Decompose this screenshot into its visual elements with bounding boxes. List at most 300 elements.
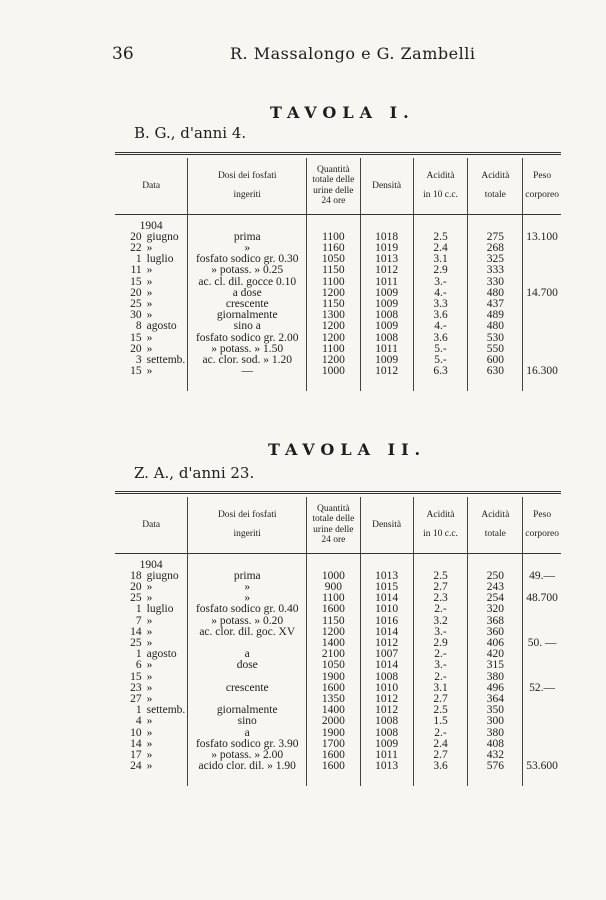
year-row [115,214,561,232]
cell-acid10: 3.6 [413,761,468,772]
empty-cell [468,772,523,786]
cell-month: » [146,592,153,605]
cell-acid10: 2.- [413,672,468,683]
cell-densita: 1008 [360,310,413,321]
cell-acid10: 4.- [413,288,468,299]
cell-acidtot: 275 [468,232,523,243]
cell-quantita: 1900 [307,672,360,683]
cell-acidtot: 576 [468,761,523,772]
cell-dose: sino [188,716,307,727]
cell-day: 15 [130,275,142,288]
cell-day: 14 [130,737,142,750]
cell-dose: giornalmente [188,310,307,321]
cell-month: agosto [146,648,177,661]
cell-day: 25 [130,297,142,310]
empty-cell [188,214,307,232]
table-row [115,265,561,276]
cell-month: » [146,748,153,761]
cell-month: agosto [146,320,177,333]
cell-densita: 1012 [360,638,413,649]
cell-acidtot: 268 [468,243,523,254]
cell-month: giugno [146,569,179,582]
cell-quantita: 1350 [307,694,360,705]
cell-acid10: 2.7 [413,750,468,761]
cell-acid10: 2.7 [413,694,468,705]
cell-densita: 1016 [360,616,413,627]
cell-peso [523,705,561,716]
header-quantita: Quantità totale delle urine delle 24 ore [307,158,360,214]
cell-acidtot: 600 [468,355,523,366]
cell-acidtot: 496 [468,683,523,694]
cell-peso: 16.300 [523,366,561,377]
cell-acid10: 3.- [413,277,468,288]
cell-peso [523,321,561,332]
cell-day: 27 [130,692,142,705]
cell-dose: fosfato sodico gr. 3.90 [188,739,307,750]
cell-quantita: 900 [307,582,360,593]
cell-dose: fosfato sodico gr. 0.30 [188,254,307,265]
empty-cell [468,377,523,391]
cell-day: 20 [130,580,142,593]
cell-dose: » potass. » 2.00 [188,750,307,761]
cell-densita: 1012 [360,366,413,377]
cell-day: 17 [130,748,142,761]
empty-cell [188,377,307,391]
cell-month: settemb. [146,704,186,717]
cell-densita: 1008 [360,728,413,739]
year-cell: 1904 [139,219,163,232]
cell-acidtot: 325 [468,254,523,265]
cell-peso [523,716,561,727]
header-peso: Peso corporeo [523,497,561,553]
cell-acidtot: 254 [468,593,523,604]
cell-month: » [146,737,153,750]
cell-peso [523,333,561,344]
cell-peso [523,604,561,615]
cell-month: giugno [146,230,179,243]
cell-dose: ac. cl. dil. gocce 0.10 [188,277,307,288]
cell-quantita: 1050 [307,254,360,265]
cell-densita: 1009 [360,321,413,332]
empty-cell [307,377,360,391]
cell-densita: 1014 [360,593,413,604]
empty-cell [360,214,413,232]
cell-day: 15 [130,365,142,378]
cell-day: 10 [130,726,142,739]
cell-peso [523,344,561,355]
empty-cell [188,772,307,786]
cell-dose: » [188,243,307,254]
cell-densita: 1008 [360,333,413,344]
cell-densita: 1014 [360,660,413,671]
cell-quantita: 1200 [307,355,360,366]
cell-acid10: 2.3 [413,593,468,604]
cell-month: » [146,659,153,672]
table-row [115,604,561,615]
cell-quantita: 1200 [307,333,360,344]
cell-day: 30 [130,309,142,322]
empty-cell [523,553,561,571]
table-2-top-rule [115,491,561,494]
header-data: Data [115,497,188,553]
cell-dose: prima [188,232,307,243]
cell-quantita: 1200 [307,321,360,332]
cell-acidtot: 432 [468,750,523,761]
cell-densita: 1009 [360,288,413,299]
cell-densita: 1008 [360,716,413,727]
empty-cell [115,377,188,391]
empty-cell [413,377,468,391]
cell-acid10: 2.- [413,728,468,739]
cell-acid10: 3.2 [413,616,468,627]
cell-dose: fosfato sodico gr. 2.00 [188,333,307,344]
cell-acid10: 2.- [413,604,468,615]
cell-day: 15 [130,331,142,344]
cell-acidtot: 489 [468,310,523,321]
cell-acid10: 2.4 [413,739,468,750]
cell-peso [523,660,561,671]
cell-densita: 1009 [360,739,413,750]
cell-quantita: 1600 [307,683,360,694]
cell-month: » [146,241,153,254]
cell-densita: 1007 [360,649,413,660]
cell-densita: 1013 [360,254,413,265]
cell-peso [523,310,561,321]
year-cell: 1904 [139,558,163,571]
cell-month: » [146,715,153,728]
cell-quantita: 1300 [307,310,360,321]
cell-peso [523,694,561,705]
cell-densita: 1010 [360,604,413,615]
spacer-row [115,772,561,786]
cell-acid10: 2.9 [413,265,468,276]
table-2-title: TAVOLA II. [268,440,427,459]
cell-acid10: 3.1 [413,254,468,265]
cell-densita: 1009 [360,299,413,310]
cell-month: » [146,275,153,288]
cell-acid10: 5.- [413,355,468,366]
cell-quantita: 1000 [307,571,360,582]
cell-dose: giornalmente [188,705,307,716]
cell-dose: fosfato sodico gr. 0.40 [188,604,307,615]
cell-day: 20 [130,342,142,355]
cell-day: 3 [135,353,142,366]
cell-acid10: 3.1 [413,683,468,694]
cell-month: » [146,264,153,277]
cell-acidtot: 630 [468,366,523,377]
cell-day: 20 [130,230,142,243]
cell-acidtot: 408 [468,739,523,750]
cell-month: » [146,286,153,299]
header-acidita-totale: Acidità totale [468,497,523,553]
cell-densita: 1014 [360,627,413,638]
cell-month: » [146,331,153,344]
cell-densita: 1012 [360,694,413,705]
cell-dose: » potass. » 0.20 [188,616,307,627]
cell-day: 1 [135,253,142,266]
cell-acid10: 2.7 [413,582,468,593]
cell-acidtot: 368 [468,616,523,627]
table-2-body [115,553,561,786]
cell-peso [523,728,561,739]
cell-day: 24 [130,760,142,773]
cell-acidtot: 330 [468,277,523,288]
cell-acid10: 3.- [413,627,468,638]
cell-quantita: 1000 [307,366,360,377]
cell-densita: 1012 [360,705,413,716]
cell-month: » [146,636,153,649]
cell-peso: 13.100 [523,232,561,243]
cell-dose: » [188,593,307,604]
cell-day: 23 [130,681,142,694]
cell-month: » [146,580,153,593]
cell-acidtot: 420 [468,649,523,660]
cell-dose: prima [188,571,307,582]
cell-acid10: 2.4 [413,243,468,254]
cell-dose: — [188,366,307,377]
cell-day: 1 [135,603,142,616]
cell-day: 18 [130,569,142,582]
cell-month: » [146,692,153,705]
cell-peso [523,254,561,265]
cell-peso [523,243,561,254]
cell-acid10: 4.- [413,321,468,332]
cell-day: 22 [130,241,142,254]
cell-acidtot: 550 [468,344,523,355]
cell-acidtot: 480 [468,321,523,332]
year-row [115,553,561,571]
cell-dose: » [188,582,307,593]
empty-cell [413,553,468,571]
cell-peso [523,299,561,310]
cell-acidtot: 530 [468,333,523,344]
cell-dose: ac. clor. sod. » 1.20 [188,355,307,366]
cell-dose: ac. clor. dil. goc. XV [188,627,307,638]
cell-densita: 1009 [360,355,413,366]
empty-cell [413,214,468,232]
cell-quantita: 1150 [307,616,360,627]
cell-quantita: 1200 [307,288,360,299]
cell-peso: 52.— [523,683,561,694]
empty-cell [523,377,561,391]
cell-densita: 1015 [360,582,413,593]
cell-day: 1 [135,648,142,661]
cell-month: » [146,614,153,627]
table-row [115,761,561,772]
cell-quantita: 1400 [307,638,360,649]
cell-dose: crescente [188,299,307,310]
header-acidita-totale: Acidità totale [468,158,523,214]
cell-densita: 1011 [360,750,413,761]
cell-dose: sino a [188,321,307,332]
cell-acid10: 2.5 [413,705,468,716]
cell-acid10: 2.5 [413,571,468,582]
cell-acidtot: 360 [468,627,523,638]
header-peso: Peso corporeo [523,158,561,214]
cell-month: settemb. [146,353,186,366]
cell-day: 1 [135,704,142,717]
empty-cell [188,553,307,571]
cell-quantita: 1600 [307,761,360,772]
cell-quantita: 1900 [307,728,360,739]
empty-cell [307,772,360,786]
cell-acidtot: 380 [468,672,523,683]
table-2-subject: Z. A., d'anni 23. [134,464,255,482]
empty-cell [360,772,413,786]
cell-acidtot: 320 [468,604,523,615]
table-1 [115,158,561,391]
cell-month: » [146,625,153,638]
cell-day: 15 [130,670,142,683]
cell-day: 25 [130,592,142,605]
header-acidita-10cc: Acidità in 10 c.c. [413,158,468,214]
cell-densita: 1008 [360,672,413,683]
cell-peso [523,649,561,660]
table-1-body [115,214,561,391]
cell-acid10: 2.5 [413,232,468,243]
cell-acidtot: 364 [468,694,523,705]
cell-day: 20 [130,286,142,299]
cell-densita: 1011 [360,344,413,355]
cell-peso: 53.600 [523,761,561,772]
header-densita: Densità [360,158,413,214]
cell-acid10: 3.- [413,660,468,671]
cell-dose: dose [188,660,307,671]
empty-cell [360,377,413,391]
table-row [115,660,561,671]
cell-day: 8 [135,320,142,333]
cell-acidtot: 437 [468,299,523,310]
cell-quantita: 1050 [307,660,360,671]
cell-quantita: 1400 [307,705,360,716]
cell-peso: 49.— [523,571,561,582]
cell-quantita: 1100 [307,277,360,288]
cell-acidtot: 380 [468,728,523,739]
cell-acidtot: 350 [468,705,523,716]
cell-quantita: 1100 [307,593,360,604]
cell-acidtot: 315 [468,660,523,671]
cell-densita: 1011 [360,277,413,288]
empty-cell [413,772,468,786]
cell-quantita: 1100 [307,344,360,355]
empty-cell [523,214,561,232]
cell-densita: 1018 [360,232,413,243]
cell-acid10: 3.3 [413,299,468,310]
cell-month: » [146,681,153,694]
table-row [115,716,561,727]
cell-acidtot: 480 [468,288,523,299]
spacer-row [115,377,561,391]
cell-dose: crescente [188,683,307,694]
cell-peso: 50. — [523,638,561,649]
cell-month: » [146,670,153,683]
cell-day: 7 [135,614,142,627]
running-head: R. Massalongo e G. Zambelli [230,44,476,63]
cell-month: luglio [146,603,174,616]
cell-day: 25 [130,636,142,649]
cell-peso [523,616,561,627]
cell-peso [523,739,561,750]
cell-quantita: 1150 [307,299,360,310]
table-1-subject: B. G., d'anni 4. [134,124,247,142]
cell-month: » [146,726,153,739]
cell-densita: 1019 [360,243,413,254]
empty-cell [360,553,413,571]
empty-cell [307,553,360,571]
empty-cell [307,214,360,232]
cell-densita: 1013 [360,761,413,772]
cell-quantita: 1160 [307,243,360,254]
cell-dose: » potass. » 0.25 [188,265,307,276]
cell-dose: a dose [188,288,307,299]
header-dosi: Dosi dei fosfati ingeriti [188,497,307,553]
header-dosi: Dosi dei fosfati ingeriti [188,158,307,214]
table-1-title: TAVOLA I. [270,103,415,122]
cell-quantita: 1600 [307,750,360,761]
cell-acid10: 5.- [413,344,468,355]
cell-peso: 48.700 [523,593,561,604]
cell-peso [523,265,561,276]
cell-quantita: 1100 [307,232,360,243]
cell-quantita: 1150 [307,265,360,276]
cell-quantita: 1600 [307,604,360,615]
cell-month: » [146,760,153,773]
table-1-top-rule [115,152,561,155]
empty-cell [523,772,561,786]
cell-day: 4 [135,715,142,728]
header-quantita: Quantità totale delle urine delle 24 ore [307,497,360,553]
cell-day: 6 [135,659,142,672]
cell-quantita: 2100 [307,649,360,660]
empty-cell [468,553,523,571]
cell-month: » [146,365,153,378]
header-densita: Densità [360,497,413,553]
cell-acid10: 2.9 [413,638,468,649]
cell-densita: 1010 [360,683,413,694]
cell-month: » [146,342,153,355]
cell-day: 11 [130,264,142,277]
cell-acidtot: 300 [468,716,523,727]
cell-peso: 14.700 [523,288,561,299]
header-acidita-10cc: Acidità in 10 c.c. [413,497,468,553]
cell-acid10: 1.5 [413,716,468,727]
table-row [115,321,561,332]
table-row [115,366,561,377]
cell-quantita: 1700 [307,739,360,750]
cell-acid10: 3.6 [413,310,468,321]
cell-acidtot: 406 [468,638,523,649]
cell-dose: a [188,649,307,660]
cell-dose: a [188,728,307,739]
cell-acid10: 3.6 [413,333,468,344]
cell-dose: » potass. » 1.50 [188,344,307,355]
header-data: Data [115,158,188,214]
cell-densita: 1013 [360,571,413,582]
cell-month: » [146,309,153,322]
cell-acidtot: 250 [468,571,523,582]
cell-acid10: 6.3 [413,366,468,377]
cell-quantita: 2000 [307,716,360,727]
empty-cell [468,214,523,232]
cell-densita: 1012 [360,265,413,276]
cell-acid10: 2.- [413,649,468,660]
cell-month: » [146,297,153,310]
cell-quantita: 1200 [307,627,360,638]
page-number: 36 [112,44,134,64]
cell-day: 14 [130,625,142,638]
cell-month: luglio [146,253,174,266]
cell-dose: acido clor. dil. » 1.90 [188,761,307,772]
